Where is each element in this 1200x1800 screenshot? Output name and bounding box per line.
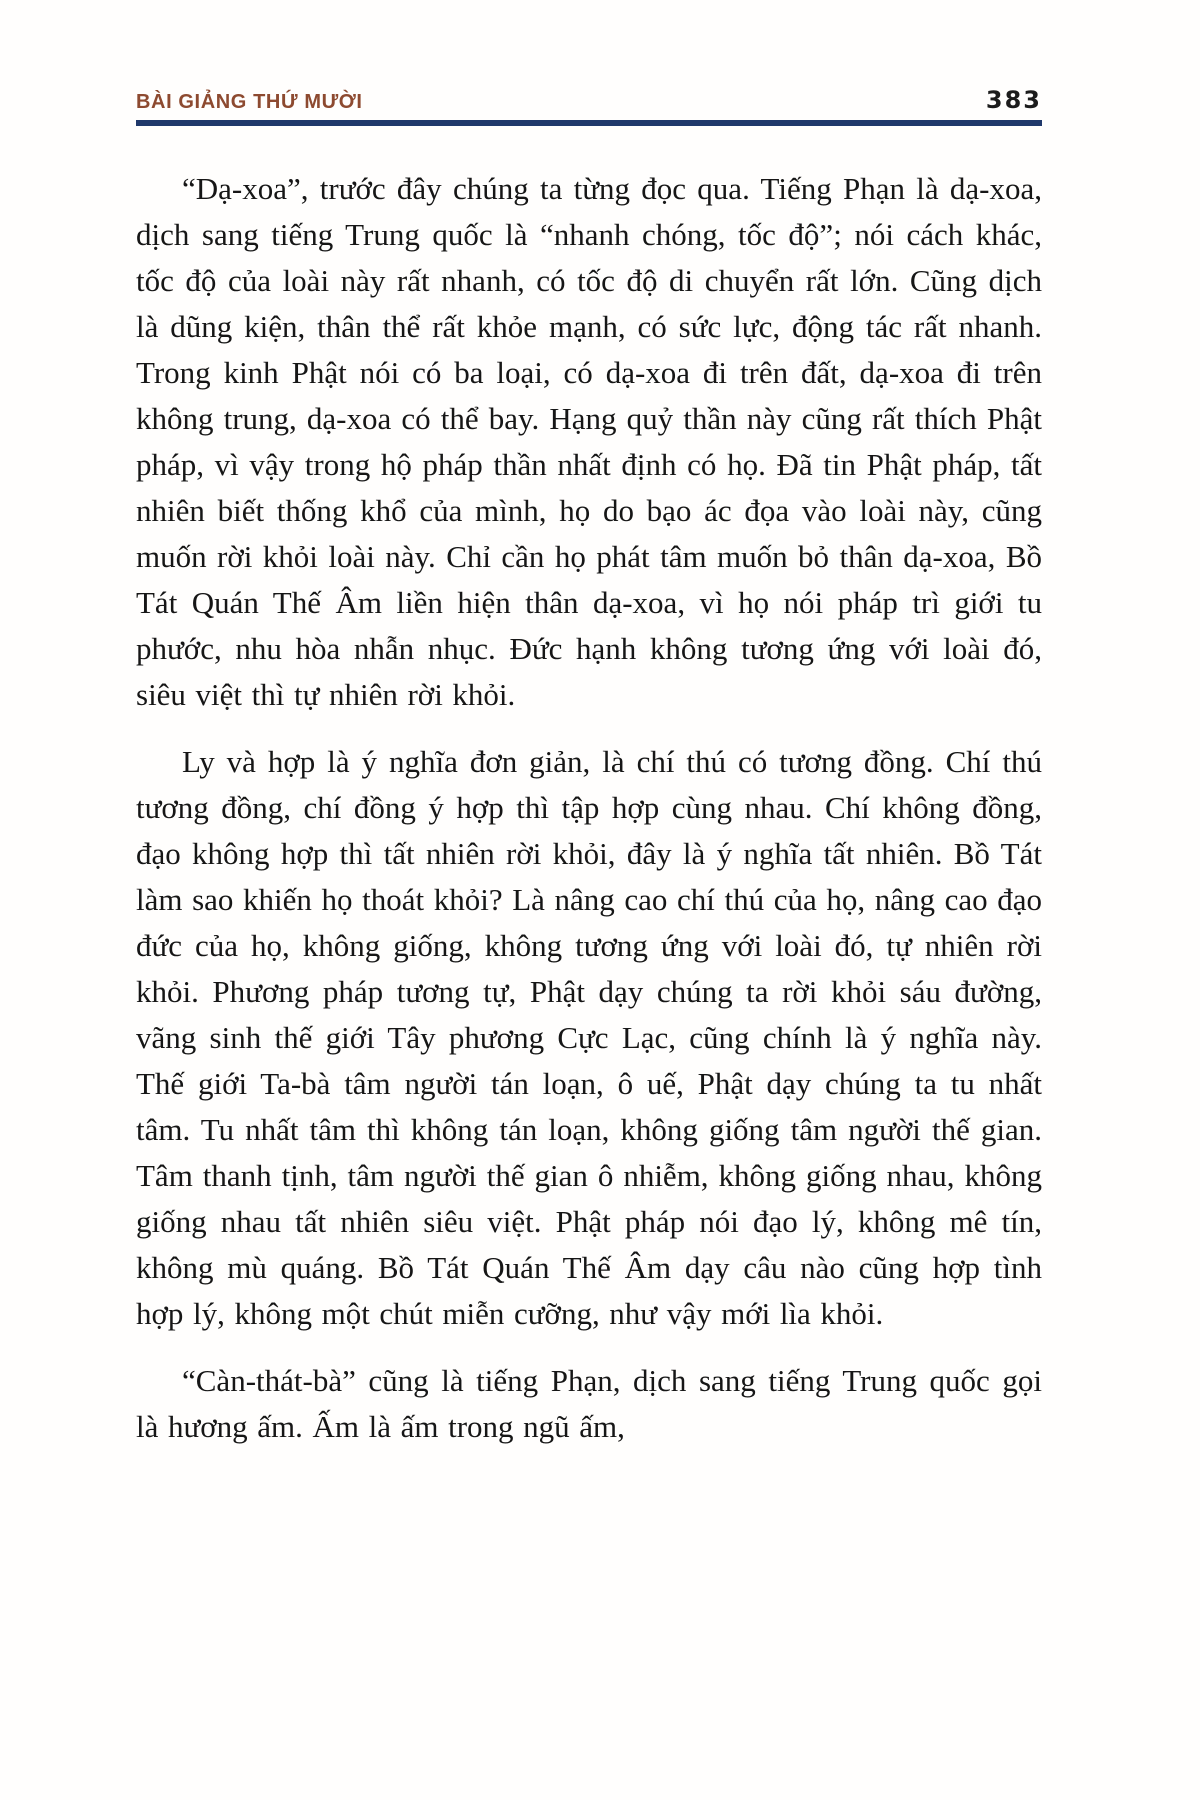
paragraph-1: “Dạ-xoa”, trước đây chúng ta từng đọc qua. Tiếng Phạn là dạ-xoa, dịch sang tiếng Trung quốc là “nhanh chóng, tốc độ”; nói cách khác, tốc độ của loài này rất nhanh, có tốc độ di chuyển rất lớn. Cũng dịch là dũng kiện, thân thể rất khỏe mạnh, có sức lực, động tác rất nhanh. Trong kinh Phật nói có ba loại, có dạ-xoa đi trên đất, dạ-xoa đi trên không trung, dạ-xoa có thể bay. Hạng quỷ thần này cũng rất thích Phật pháp, vì vậy trong hộ pháp thần nhất định có họ. Đã tin Phật pháp, tất nhiên biết thống khổ của mình, họ do bạo ác đọa vào loài này, cũng muốn rời khỏi loài này. Chỉ cần họ phát tâm muốn bỏ thân dạ-xoa, Bồ Tát Quán Thế Âm liền hiện thân dạ-xoa, vì họ nói pháp trì giới tu phước, nhu hòa nhẫn nhục. Đức hạnh không tương ứng với loài đó, siêu việt thì tự nhiên rời khỏi. xyxy=(136,171,1042,712)
running-title: BÀI GIẢNG THỨ MƯỜI xyxy=(136,91,363,113)
body-text xyxy=(136,166,1042,1450)
paragraph-2: Ly và hợp là ý nghĩa đơn giản, là chí thú có tương đồng. Chí thú tương đồng, chí đồng ý hợp thì tập hợp cùng nhau. Chí không đồng, đạo không hợp thì tất nhiên rời khỏi, đây là ý nghĩa tất nhiên. Bồ Tát làm sao khiến họ thoát khỏi? Là nâng cao chí thú của họ, nâng cao đạo đức của họ, không giống, không tương ứng với loài đó, tự nhiên rời khỏi. Phương pháp tương tự, Phật dạy chúng ta rời khỏi sáu đường, vãng sinh thế giới Tây phương Cực Lạc, cũng chính là ý nghĩa này. Thế giới Ta-bà tâm người tán loạn, ô uế, Phật dạy chúng ta tu nhất tâm. Tu nhất tâm thì không tán loạn, không giống tâm người thế gian. Tâm thanh tịnh, tâm người thế gian ô nhiễm, không giống nhau, không giống nhau tất nhiên siêu việt. Phật pháp nói đạo lý, không mê tín, không mù quáng. Bồ Tát Quán Thế Âm dạy câu nào cũng hợp tình hợp lý, không một chút miễn cưỡng, như vậy mới lìa khỏi. xyxy=(136,744,1042,1331)
page-content xyxy=(136,80,1042,1471)
header-rule xyxy=(136,120,1042,126)
running-header xyxy=(136,80,1042,114)
page-number: 383 xyxy=(985,86,1042,114)
paragraph-3: “Càn-thát-bà” cũng là tiếng Phạn, dịch sang tiếng Trung quốc gọi là hương ấm. Ấm là ấm trong ngũ ấm, xyxy=(136,1363,1042,1444)
